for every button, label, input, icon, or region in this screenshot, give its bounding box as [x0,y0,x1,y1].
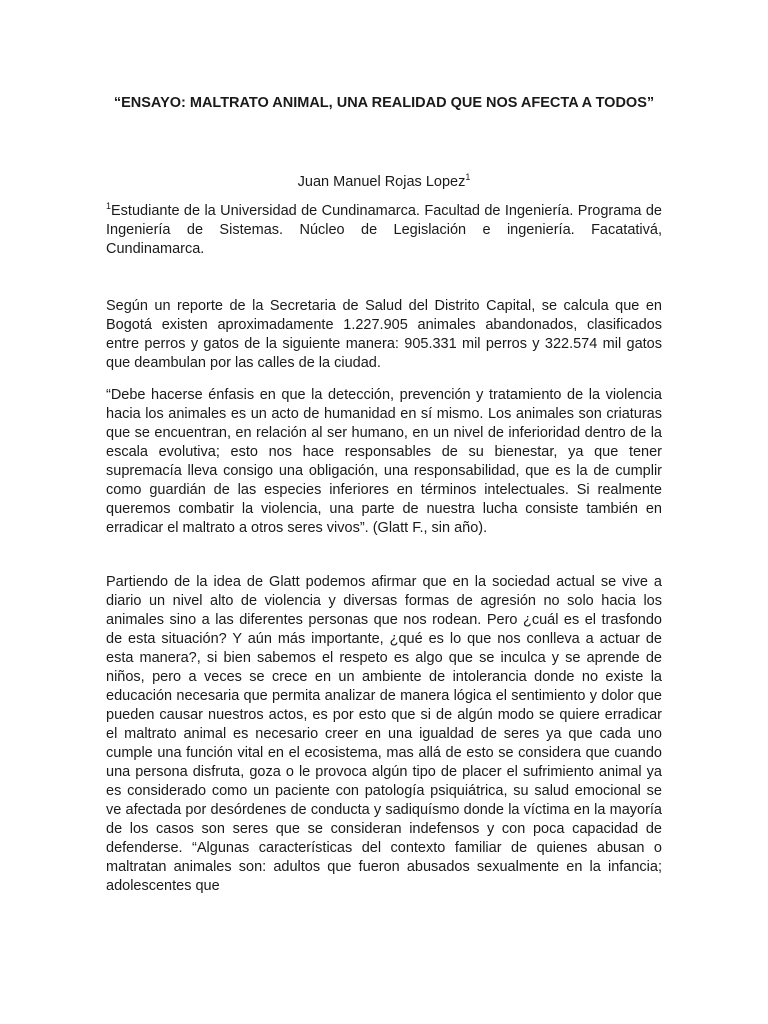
affiliation-text: Estudiante de la Universidad de Cundinamarca. Facultad de Ingeniería. Programa de Ingeniería de Sistemas. Núcleo de Legislación e ingeniería. Facatativá, Cundinamarca. [106,203,662,257]
author-line [110,172,658,192]
author-footnote-mark: 1 [465,172,471,182]
affiliation-footnote-mark: 1 [106,201,112,211]
body-paragraph-1: Según un reporte de la Secretaria de Salud del Distrito Capital, se calcula que en Bogotá existen aproximadamente 1.227.905 animales abandonados, clasificados entre perros y gatos de la siguiente manera: 905.331 mil perros y 322.574 mil gatos que deambulan por las calles de la ciudad. [106,298,662,371]
author-affiliation [106,202,662,259]
body-paragraph-3: Partiendo de la idea de Glatt podemos afirmar que en la sociedad actual se vive a diario un nivel alto de violencia y diversas formas de agresión no solo hacia los animales sino a las diferentes personas que nos rodean. Pero ¿cuál es el trasfondo de esta situación? Y aún más importante, ¿qué es lo que nos conlleva a actuar de esta manera?, si bien sabemos el respeto es algo que se inculca y se aprende de niños, pero a veces se crece en un ambiente de intolerancia donde no existe la educación necesaria que permita analizar de manera lógica el sentimiento y dolor que pueden causar nuestros actos, es por esto que si de algún modo se quiere erradicar el maltrato animal es necesario creer en una igualdad de seres ya que cada uno cumple una función vital en el ecosistema, mas allá de esto se considera que cuando una persona disfruta, goza o le provoca algún tipo de placer el sufrimiento animal ya es considerado como un paciente con patología psiquiátrica, su salud emocional se ve afectada por desórdenes de conducta y sadiquísmo donde la víctima en la mayoría de los casos son seres que se consideran indefensos y con poca capacidad de defenderse. “Algunas características del contexto familiar de quienes abusan o maltratan animales son: adultos que fueron abusados sexualmente en la infancia; adolescentes que [106,574,662,894]
author-name: Juan Manuel Rojas Lopez [297,174,466,190]
body-paragraph-2: “Debe hacerse énfasis en que la detección, prevención y tratamiento de la violencia hacia los animales es un acto de humanidad en sí mismo. Los animales son criaturas que se encuentran, en relación al ser humano, en un nivel de inferioridad dentro de la escala evolutiva; esto nos hace responsables de su bienestar, ya que tener supremacía lleva consigo una obligación, una responsabilidad, que es la de cumplir como guardián de las especies inferiores en términos intelectuales. Si realmente queremos combatir la violencia, una parte de nuestra lucha consiste también en erradicar el maltrato a otros seres vivos”. (Glatt F., sin año). [106,387,662,536]
document-title: “ENSAYO: MALTRATO ANIMAL, UNA REALIDAD QUE NOS AFECTA A TODOS” [113,95,655,111]
